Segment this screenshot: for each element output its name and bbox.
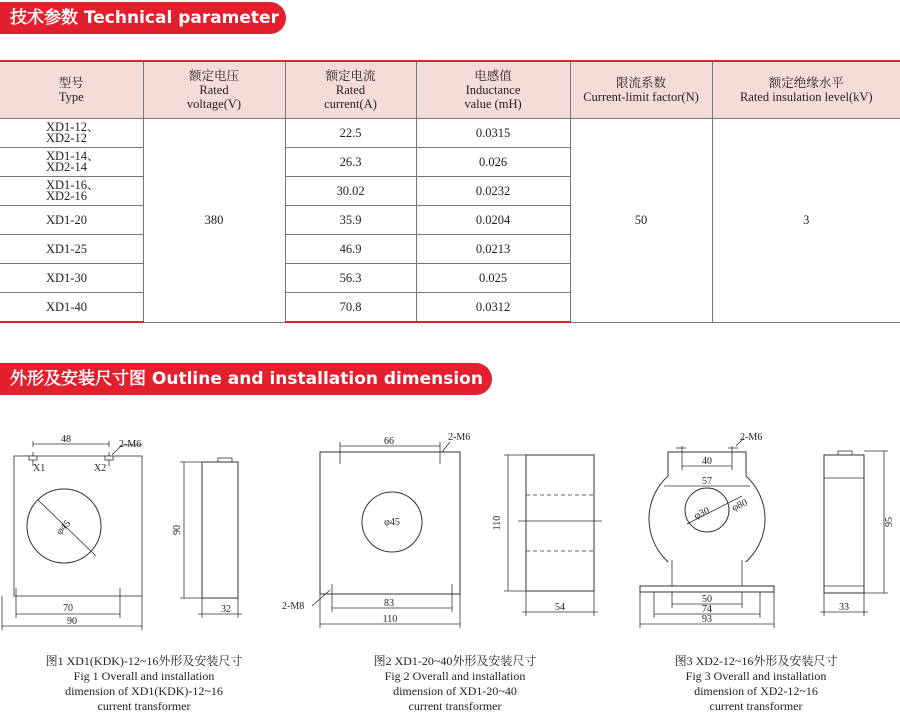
header-type: 型号 Type: [0, 61, 143, 119]
fig2-side-view: [504, 455, 602, 616]
cell-type: XD1-12、 XD2-12: [0, 119, 143, 148]
cell-current: 22.5: [285, 119, 416, 148]
fig2-hole-top-label: 2-M6: [448, 432, 471, 443]
fig3-hole-label: 2-M6: [740, 432, 763, 443]
fig3-side-view: [820, 451, 888, 616]
cell-inductance: 0.0232: [416, 177, 570, 206]
cell-inductance: 0.026: [416, 148, 570, 177]
fig1-hole-label: 2-M6: [119, 439, 142, 450]
fig1-x1-label: X1: [33, 463, 46, 474]
cell-current: 35.9: [285, 206, 416, 235]
cell-limit-factor: 50: [570, 119, 712, 323]
cell-inductance: 0.025: [416, 264, 570, 293]
fig2-diameter-label: φ45: [384, 517, 400, 528]
cell-inductance: 0.0213: [416, 235, 570, 264]
fig1-dim-top: 48: [61, 434, 71, 445]
table-header-row: [0, 61, 900, 119]
cell-type: XD1-25: [0, 235, 143, 264]
technical-parameter-table: [0, 60, 900, 323]
header-inductance: 电感值 Inductance value (mH): [416, 61, 570, 119]
header-rated-voltage: 额定电压 Rated voltage(V): [143, 61, 285, 119]
dimension-drawings: [0, 420, 900, 652]
fig3-inner-diameter-label: φ30: [692, 505, 712, 522]
cell-type: XD1-30: [0, 264, 143, 293]
fig3-dim-width: 57: [702, 476, 712, 487]
header-limit-factor: 限流系数 Current-limit factor(N): [570, 61, 712, 119]
cell-inductance: 0.0204: [416, 206, 570, 235]
section-title-technical-parameter: 技术参数 Technical parameter: [0, 2, 286, 34]
cell-voltage: 380: [143, 119, 285, 323]
fig1-front-view: [2, 441, 142, 630]
fig2-dim-height: 110: [492, 515, 503, 531]
fig2-dim-depth: 54: [555, 602, 565, 613]
fig1-dim-depth: 32: [221, 604, 231, 615]
fig2-dim-bottom-inner: 83: [384, 598, 394, 609]
fig3-dim-depth: 33: [839, 602, 849, 613]
fig2-caption: 图2 XD1-20~40外形及安装尺寸 Fig 2 Overall and installation dimension of XD1-20~40 current transformer: [373, 654, 537, 713]
header-insulation-level: 额定绝缘水平 Rated insulation level(kV): [712, 61, 900, 119]
cell-insulation: 3: [712, 119, 900, 323]
fig1-diameter-label: φ45: [54, 518, 74, 538]
fig3-dim-base-inner: 50: [702, 594, 712, 605]
header-rated-current: 额定电流 Rated current(A): [285, 61, 416, 119]
section-title-outline-dimension: 外形及安装尺寸图 Outline and installation dimension: [0, 363, 492, 395]
fig1-dim-bottom-inner: 70: [63, 603, 73, 614]
fig3-dim-top: 40: [702, 456, 712, 467]
cell-type: XD1-16、 XD2-16: [0, 177, 143, 206]
cell-type: XD1-40: [0, 293, 143, 323]
fig2-hole-bottom-label: 2-M8: [282, 601, 305, 612]
cell-type: XD1-20: [0, 206, 143, 235]
fig3-dim-base-mid: 74: [702, 604, 712, 615]
fig1-side-view: [180, 458, 242, 618]
cell-current: 70.8: [285, 293, 416, 323]
cell-type: XD1-14、 XD2-14: [0, 148, 143, 177]
fig3-caption: 图3 XD2-12~16外形及安装尺寸 Fig 3 Overall and installation dimension of XD2-12~16 current transformer: [674, 654, 838, 713]
cell-current: 30.02: [285, 177, 416, 206]
cell-inductance: 0.0312: [416, 293, 570, 323]
table-row: [0, 119, 900, 148]
fig3-outer-diameter-label: φ80: [730, 497, 750, 514]
cell-inductance: 0.0315: [416, 119, 570, 148]
fig2-dim-bottom-outer: 110: [382, 614, 398, 625]
cell-current: 46.9: [285, 235, 416, 264]
fig2-dim-top: 66: [384, 436, 394, 447]
cell-current: 56.3: [285, 264, 416, 293]
fig1-x2-label: X2: [94, 463, 107, 474]
cell-current: 26.3: [285, 148, 416, 177]
fig3-dim-base-outer: 93: [702, 614, 712, 625]
fig3-dim-height: 95: [884, 517, 895, 527]
fig1-dim-height: 90: [172, 525, 183, 535]
fig1-dim-bottom-outer: 90: [67, 616, 77, 627]
fig1-caption: 图1 XD1(KDK)-12~16外形及安装尺寸 Fig 1 Overall and installation dimension of XD1(KDK)-12~16 current transformer: [45, 654, 243, 713]
